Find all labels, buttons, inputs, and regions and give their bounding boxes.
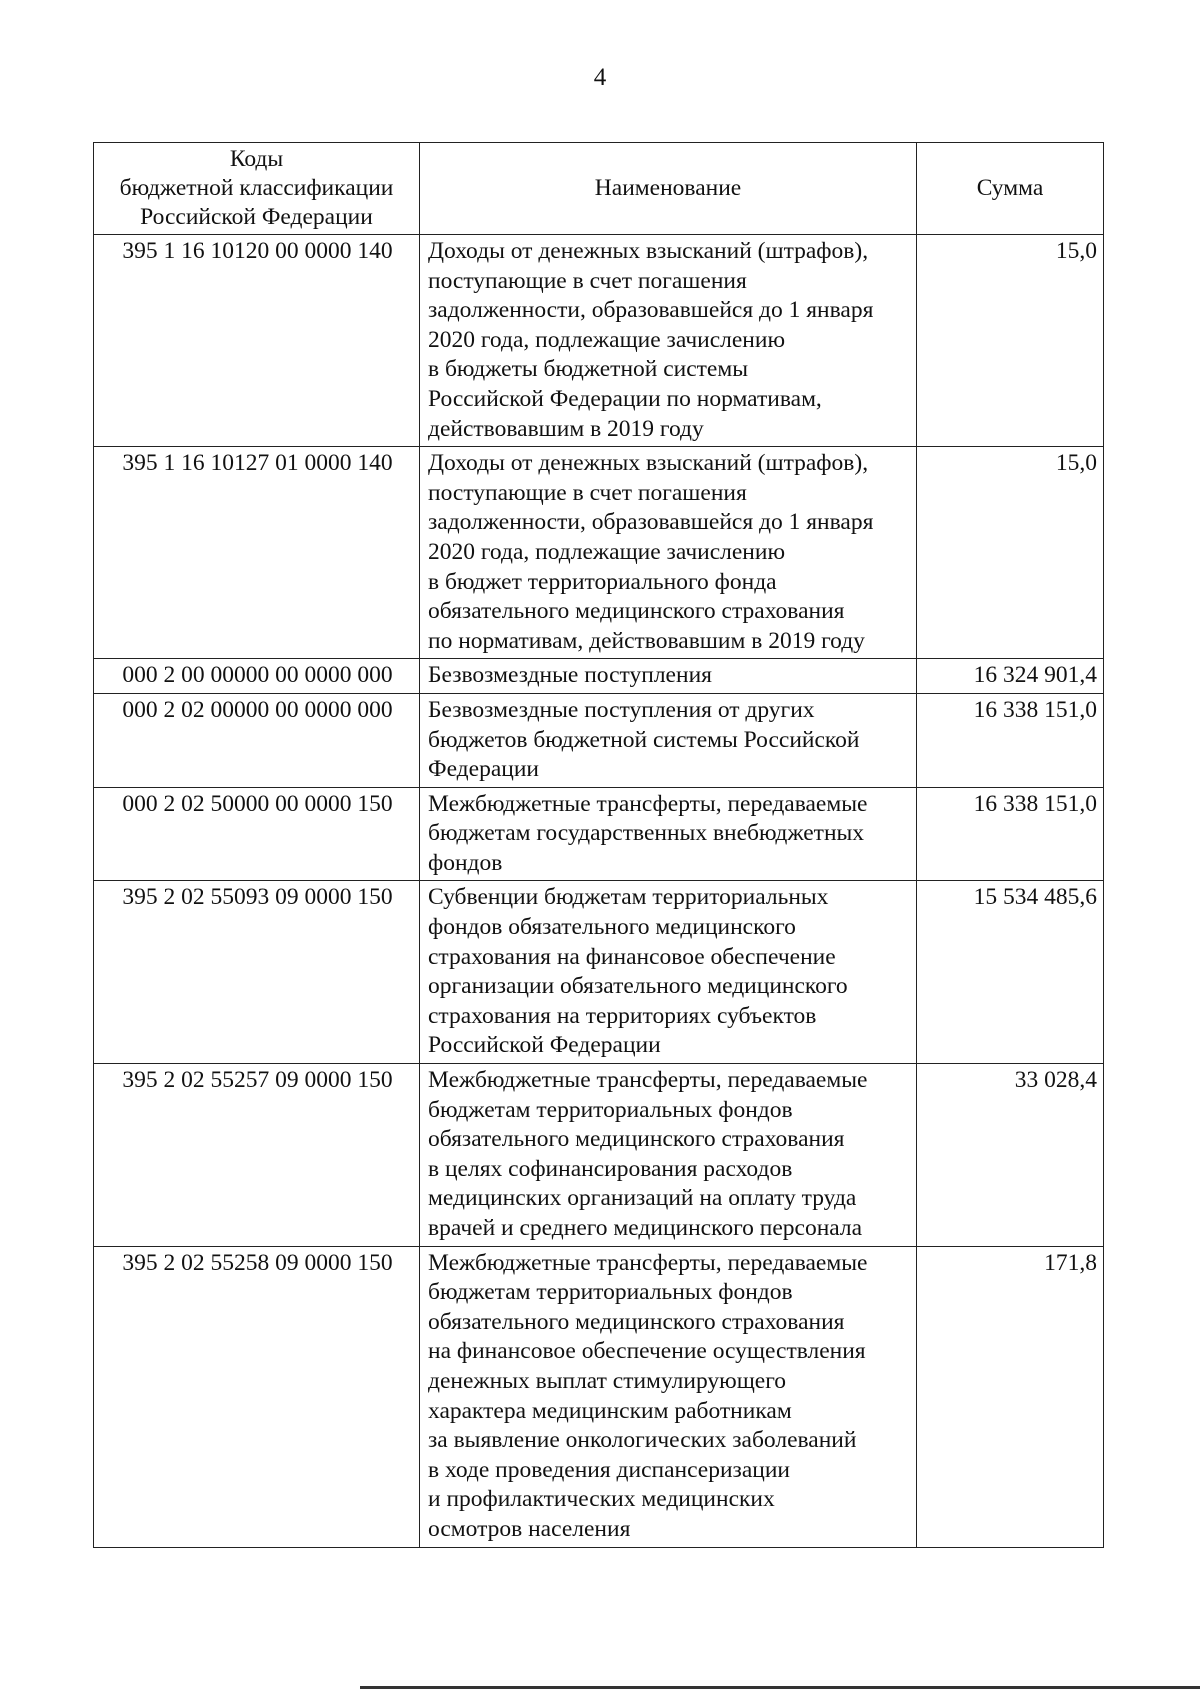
- scan-edge-line: [360, 1686, 1200, 1689]
- row-code: 395 2 02 55257 09 0000 150: [94, 1064, 420, 1247]
- row-sum: 16 324 901,4: [917, 659, 1104, 694]
- row-sum: 171,8: [917, 1246, 1104, 1547]
- row-code: 000 2 00 00000 00 0000 000: [94, 659, 420, 694]
- row-sum: 15 534 485,6: [917, 881, 1104, 1064]
- table-row: [94, 693, 1104, 787]
- row-sum: 15,0: [917, 235, 1104, 447]
- row-name: Безвозмездные поступления: [420, 659, 917, 694]
- header-sum: Сумма: [917, 143, 1104, 235]
- table-row: [94, 235, 1104, 447]
- row-code: 395 1 16 10127 01 0000 140: [94, 447, 420, 659]
- row-name: Межбюджетные трансферты, передаваемые бюджетам государственных внебюджетных фондов: [420, 787, 917, 881]
- table-header-row: [94, 143, 1104, 235]
- header-name: Наименование: [420, 143, 917, 235]
- row-name: Доходы от денежных взысканий (штрафов), поступающие в счет погашения задолженности, образовавшейся до 1 января 2020 года, подлежащие зачислению в бюджеты бюджетной системы Российской Федерации по нормативам, действовавшим в 2019 году: [420, 235, 917, 447]
- row-name: Доходы от денежных взысканий (штрафов), поступающие в счет погашения задолженности, образовавшейся до 1 января 2020 года, подлежащие зачислению в бюджет территориального фонда обязательного медицинского страхования по нормативам, действовавшим в 2019 году: [420, 447, 917, 659]
- row-sum: 33 028,4: [917, 1064, 1104, 1247]
- row-name: Межбюджетные трансферты, передаваемые бюджетам территориальных фондов обязательного медицинского страхования в целях софинансирования расходов медицинских организаций на оплату труда врачей и среднего медицинского персонала: [420, 1064, 917, 1247]
- budget-table: [93, 142, 1104, 1548]
- row-code: 000 2 02 50000 00 0000 150: [94, 787, 420, 881]
- row-sum: 15,0: [917, 447, 1104, 659]
- row-code: 395 1 16 10120 00 0000 140: [94, 235, 420, 447]
- table-row: [94, 787, 1104, 881]
- row-code: 395 2 02 55093 09 0000 150: [94, 881, 420, 1064]
- row-code: 395 2 02 55258 09 0000 150: [94, 1246, 420, 1547]
- table-row: [94, 659, 1104, 694]
- row-name: Межбюджетные трансферты, передаваемые бюджетам территориальных фондов обязательного медицинского страхования на финансовое обеспечение осуществления денежных выплат стимулирующего характера медицинским работникам за выявление онкологических заболеваний в ходе проведения диспансеризации и профилактических медицинских осмотров населения: [420, 1246, 917, 1547]
- header-code: Коды бюджетной классификации Российской Федерации: [94, 143, 420, 235]
- table-row: [94, 1246, 1104, 1547]
- row-code: 000 2 02 00000 00 0000 000: [94, 693, 420, 787]
- table-row: [94, 447, 1104, 659]
- row-name: Безвозмездные поступления от других бюджетов бюджетной системы Российской Федерации: [420, 693, 917, 787]
- row-sum: 16 338 151,0: [917, 787, 1104, 881]
- row-sum: 16 338 151,0: [917, 693, 1104, 787]
- table-row: [94, 1064, 1104, 1247]
- row-name: Субвенции бюджетам территориальных фондов обязательного медицинского страхования на финансовое обеспечение организации обязательного медицинского страхования на территориях субъектов Российской Федерации: [420, 881, 917, 1064]
- page-number: 4: [593, 64, 607, 91]
- table-row: [94, 881, 1104, 1064]
